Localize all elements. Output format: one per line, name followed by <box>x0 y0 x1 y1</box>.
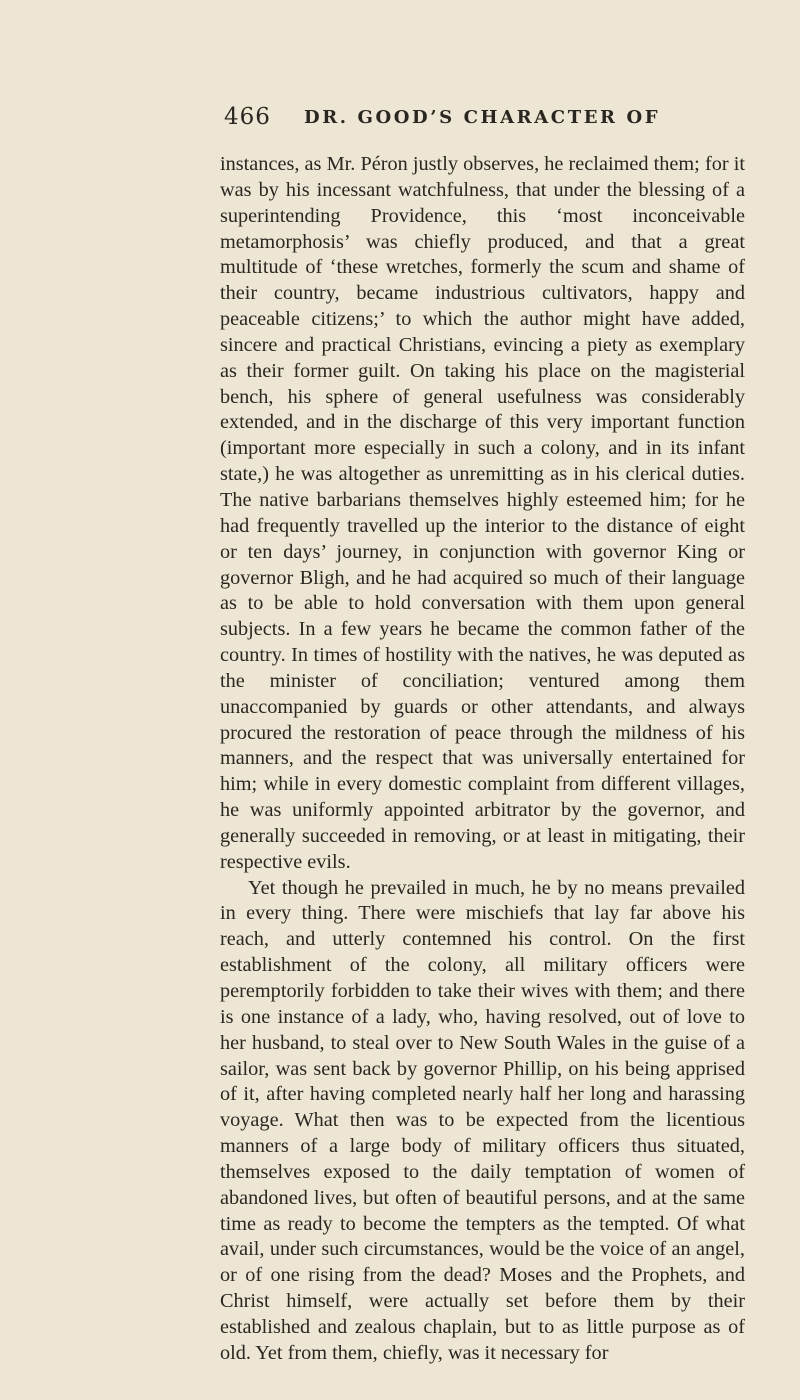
page-header <box>224 104 744 134</box>
body-text <box>220 152 745 1367</box>
paragraph: Yet though he prevailed in much, he by no means prevailed in every thing. There were mischiefs that lay far above his reach, and utterly contemned his control. On the first establishment of the colony, all military officers were peremptorily forbidden to take their wives with them; and there is one instance of a lady, who, having resolved, out of love to her husband, to steal over to New South Wales in the guise of a sailor, was sent back by governor Phillip, on his being apprised of it, after having completed nearly half her long and harassing voyage. What then was to be expected from the licentious manners of a large body of military officers thus situated, themselves exposed to the daily temptation of women of abandoned lives, but often of beautiful persons, and at the same time as ready to become the tempters as the tempted. Of what avail, under such circumstances, would be the voice of an angel, or of one rising from the dead? Moses and the Prophets, and Christ himself, were actually set before them by their established and zealous chaplain, but to as little purpose as of old. Yet from them, chiefly, was it necessary for <box>220 876 745 1364</box>
running-title: DR. GOOD’S CHARACTER OF <box>304 107 661 128</box>
page-number: 466 <box>224 104 271 130</box>
paragraph: instances, as Mr. Péron justly observes, he reclaimed them; for it was by his incessant watchfulness, that under the blessing of a superintending Providence, this ‘most inconceivable metamorphosis’ was chiefly produced, and that a great multitude of ‘these wretches, formerly the scum and shame of their country, became industrious cultivators, happy and peaceable citizens;’ to which the author might have added, sincere and practical Christians, evincing a piety as exemplary as their former guilt. On taking his place on the magisterial bench, his sphere of general usefulness was considerably extended, and in the discharge of this very important function (important more especially in such a colony, and in its infant state,) he was altogether as unremitting as in his clerical duties. The native barbarians themselves highly esteemed him; for he had frequently travelled up the interior to the distance of eight or ten days’ journey, in conjunction with governor King or governor Bligh, and he had acquired so much of their language as to be able to hold conversation with them upon general subjects. In a few years he became the common father of the country. In times of hostility with the natives, he was deputed as the minister of conciliation; ventured among them unaccompanied by guards or other attendants, and always procured the restoration of peace through the mildness of his manners, and the respect that was universally entertained for him; while in every domestic complaint from different villages, he was uniformly appointed arbitrator by the governor, and generally succeeded in removing, or at least in mitigating, their respective evils. <box>220 153 745 873</box>
